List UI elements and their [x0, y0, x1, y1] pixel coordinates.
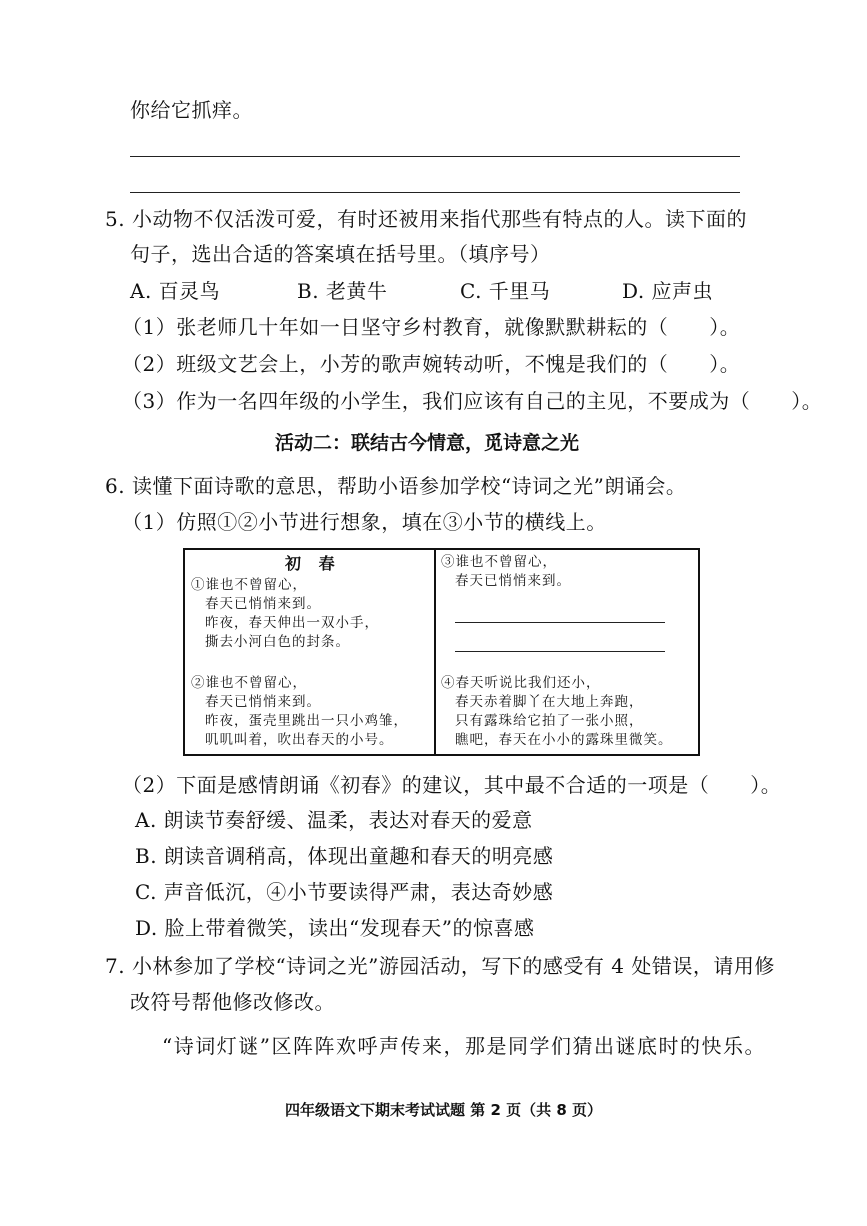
q6-choice-a: A. 朗读节奏舒缓、温柔，表达对春天的爱意: [135, 808, 533, 832]
poem-stanza4-line2: 春天赤着脚丫在大地上奔跑，: [455, 694, 644, 710]
page-footer: 四年级语文下期末考试试题 第 2 页（共 8 页）: [285, 1101, 602, 1119]
poem-divider: [434, 550, 436, 754]
q5-prompt-line2: 句子，选出合适的答案填在括号里。（填序号）: [130, 242, 551, 266]
poem-stanza3-line2: 春天已悄悄来到。: [455, 573, 571, 589]
poem-stanza1-line4: 撕去小河白色的封条。: [205, 634, 350, 650]
poem-stanza1-line3: 昨夜，春天伸出一双小手，: [205, 615, 379, 631]
poem-stanza2-line1: ②谁也不曾留心，: [191, 675, 307, 691]
poem-stanza4-line3: 只有露珠给它拍了一张小照，: [455, 713, 644, 729]
poem-stanza2-line3: 昨夜，蛋壳里跳出一只小鸡雏，: [205, 713, 408, 729]
answer-line-1[interactable]: [130, 156, 740, 157]
q6-choice-b: B. 朗读音调稍高，体现出童趣和春天的明亮感: [135, 844, 554, 868]
q5-item-2[interactable]: （2）班级文艺会上，小芳的歌声婉转动听，不愧是我们的（ ）。: [122, 352, 741, 376]
q5-option-b: B. 老黄牛: [297, 279, 388, 303]
poem-stanza1-line1: ①谁也不曾留心，: [191, 577, 307, 593]
poem-title: 初 春: [285, 554, 341, 573]
poem-stanza4-line4: 瞧吧，春天在小小的露珠里微笑。: [455, 732, 673, 748]
poem-stanza1-line2: 春天已悄悄来到。: [205, 596, 321, 612]
q6-sub2[interactable]: （2）下面是感情朗诵《初春》的建议，其中最不合适的一项是（ ）。: [122, 773, 782, 797]
q6-sub1: （1）仿照①②小节进行想象，填在③小节的横线上。: [122, 510, 607, 534]
q6-prompt: 6. 读懂下面诗歌的意思，帮助小语参加学校“诗词之光”朗诵会。: [105, 474, 687, 498]
poem-stanza2-line4: 叽叽叫着，吹出春天的小号。: [205, 732, 394, 748]
poem-stanza4-line1: ④春天听说比我们还小，: [441, 675, 601, 691]
poem-box: [183, 548, 700, 756]
poem-blank-line-2[interactable]: [455, 651, 665, 652]
q7-prompt-line1: 7. 小林参加了学校“诗词之光”游园活动，写下的感受有 4 处错误，请用修: [105, 954, 775, 978]
q5-option-c: C. 千里马: [460, 279, 551, 303]
q6-choice-d: D. 脸上带着微笑，读出“发现春天”的惊喜感: [135, 916, 535, 940]
answer-line-2[interactable]: [130, 192, 740, 193]
poem-stanza2-line2: 春天已悄悄来到。: [205, 694, 321, 710]
q7-passage: “诗词灯谜”区阵阵欢呼声传来，那是同学们猜出谜底时的快乐。: [162, 1034, 766, 1058]
continued-text: 你给它抓痒。: [130, 98, 253, 122]
q5-option-d: D. 应声虫: [622, 279, 714, 303]
activity-heading: 活动二：联结古今情意，觅诗意之光: [275, 432, 580, 454]
q7-prompt-line2: 改符号帮他修改修改。: [130, 990, 335, 1014]
poem-stanza3-line1: ③谁也不曾留心，: [441, 554, 557, 570]
q5-prompt-line1: 5. 小动物不仅活泼可爱，有时还被用来指代那些有特点的人。读下面的: [105, 207, 747, 231]
q6-choice-c: C. 声音低沉，④小节要读得严肃，表达奇妙感: [135, 880, 554, 904]
poem-blank-line-1[interactable]: [455, 622, 665, 623]
q5-item-3[interactable]: （3）作为一名四年级的小学生，我们应该有自己的主见，不要成为（ ）。: [122, 389, 823, 413]
q5-item-1[interactable]: （1）张老师几十年如一日坚守乡村教育，就像默默耕耘的（ ）。: [122, 315, 741, 339]
q5-option-a: A. 百灵鸟: [130, 279, 221, 303]
